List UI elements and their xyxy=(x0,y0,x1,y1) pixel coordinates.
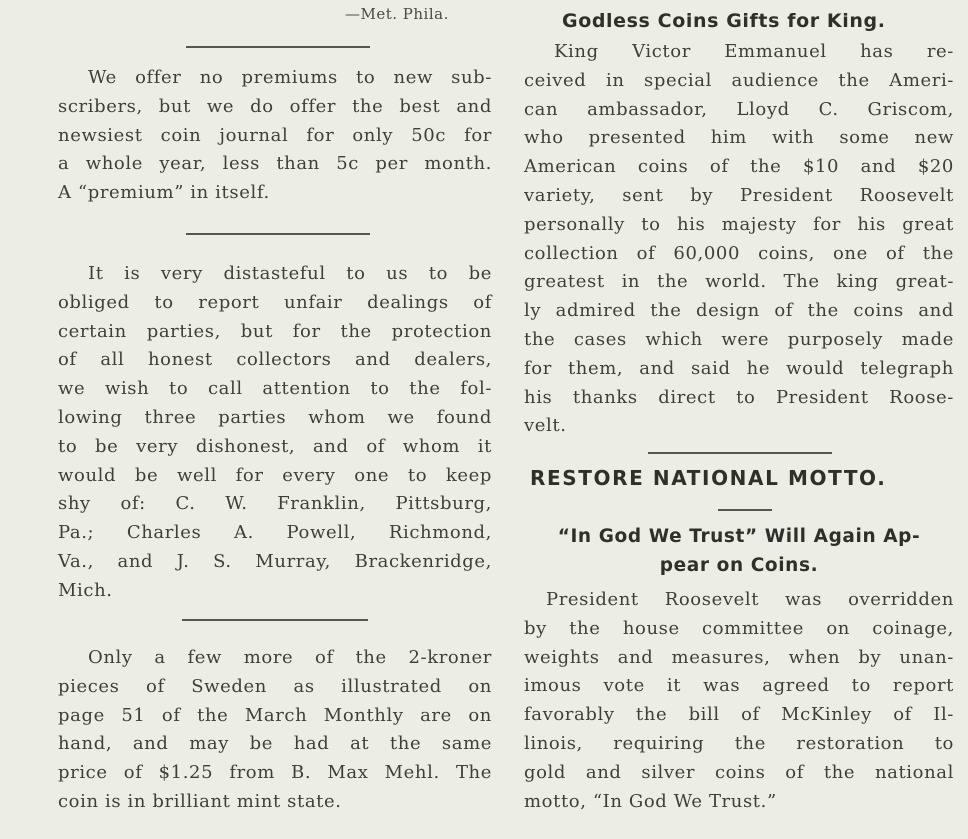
text-line: a whole year, less than 5c per month. xyxy=(58,153,492,175)
text-line: personally to his majesty for his great xyxy=(524,213,954,235)
text-line: collection of 60,000 coins, one of the xyxy=(524,242,954,264)
text-line: variety, sent by President Roosevelt xyxy=(524,184,954,206)
divider-rule xyxy=(648,452,832,454)
text-line: ceived in special audience the Ameri- xyxy=(524,69,954,91)
text-line: his thanks direct to President Roose- xyxy=(524,386,954,408)
text-line: Only a few more of the 2-kroner xyxy=(88,647,492,668)
text-line: linois, requiring the restoration to xyxy=(524,732,954,754)
text-line: velt. xyxy=(524,415,567,437)
text-line: American coins of the $10 and $20 xyxy=(524,156,954,178)
text-line: ly admired the design of the coins and xyxy=(524,300,954,322)
text-line: Va., and J. S. Murray, Brackenridge, xyxy=(58,550,492,572)
text-line: We offer no premiums to new sub- xyxy=(88,67,492,88)
text-line: gold and silver coins of the national xyxy=(524,761,954,783)
paragraph-subscription-offer xyxy=(58,64,492,208)
text-line: hand, and may be had at the same xyxy=(58,733,492,755)
text-line: the cases which were purposely made xyxy=(524,328,954,350)
text-line: by the house committee on coinage, xyxy=(524,617,954,639)
paragraph-dishonest-parties xyxy=(58,260,492,606)
text-line: motto, “In God We Trust.” xyxy=(524,790,777,812)
text-line: who presented him with some new xyxy=(524,127,954,149)
article-body-godless-coins xyxy=(524,38,954,441)
text-line: of all honest collectors and dealers, xyxy=(58,349,492,371)
article-headline-godless-coins: Godless Coins Gifts for King. xyxy=(562,10,886,32)
text-line: scribers, but we do offer the best and xyxy=(58,95,492,117)
text-line: page 51 of the March Monthly are on xyxy=(58,704,492,726)
text-line: shy of: C. W. Franklin, Pittsburg, xyxy=(58,493,492,515)
article-body-restore-motto xyxy=(524,586,954,816)
text-line: King Victor Emmanuel has re- xyxy=(554,41,954,62)
text-line: favorably the bill of McKinley of Il- xyxy=(524,704,954,726)
text-line: price of $1.25 from B. Max Mehl. The xyxy=(58,762,492,784)
text-line: imous vote it was agreed to report xyxy=(524,675,954,697)
text-line: A “premium” in itself. xyxy=(58,182,270,204)
text-line: pieces of Sweden as illustrated on xyxy=(58,675,492,697)
text-line: we wish to call attention to the fol- xyxy=(58,378,492,400)
divider-rule-short xyxy=(718,509,772,511)
subhead-line: pear on Coins. xyxy=(659,555,819,576)
text-line: greatest in the world. The king great- xyxy=(524,271,954,293)
text-line: certain parties, but for the protection xyxy=(58,320,492,342)
attribution: —Met. Phila. xyxy=(345,5,449,23)
text-line: lowing three parties whom we found xyxy=(58,406,492,428)
divider-rule xyxy=(186,233,370,235)
subhead-line: “In God We Trust” Will Again Ap- xyxy=(557,526,921,547)
text-line: Pa.; Charles A. Powell, Richmond, xyxy=(58,522,492,544)
divider-rule xyxy=(186,46,370,48)
text-line: It is very distasteful to us to be xyxy=(88,263,492,284)
article-headline-restore-motto: RESTORE NATIONAL MOTTO. xyxy=(530,466,887,490)
text-line: weights and measures, when by unan- xyxy=(524,646,954,668)
text-line: would be well for every one to keep xyxy=(58,464,492,486)
text-line: newsiest coin journal for only 50c for xyxy=(58,124,492,146)
text-line: can ambassador, Lloyd C. Griscom, xyxy=(524,98,954,120)
text-line: to be very dishonest, and of whom it xyxy=(58,435,492,457)
paragraph-kroner-offer xyxy=(58,644,492,817)
text-line: Mich. xyxy=(58,579,113,601)
article-subhead-restore-motto xyxy=(524,522,954,580)
text-line: for them, and said he would telegraph xyxy=(524,357,954,379)
text-line: coin is in brilliant mint state. xyxy=(58,790,342,812)
divider-rule xyxy=(182,619,368,621)
text-line: President Roosevelt was overridden xyxy=(546,589,954,610)
text-line: obliged to report unfair dealings of xyxy=(58,291,492,313)
